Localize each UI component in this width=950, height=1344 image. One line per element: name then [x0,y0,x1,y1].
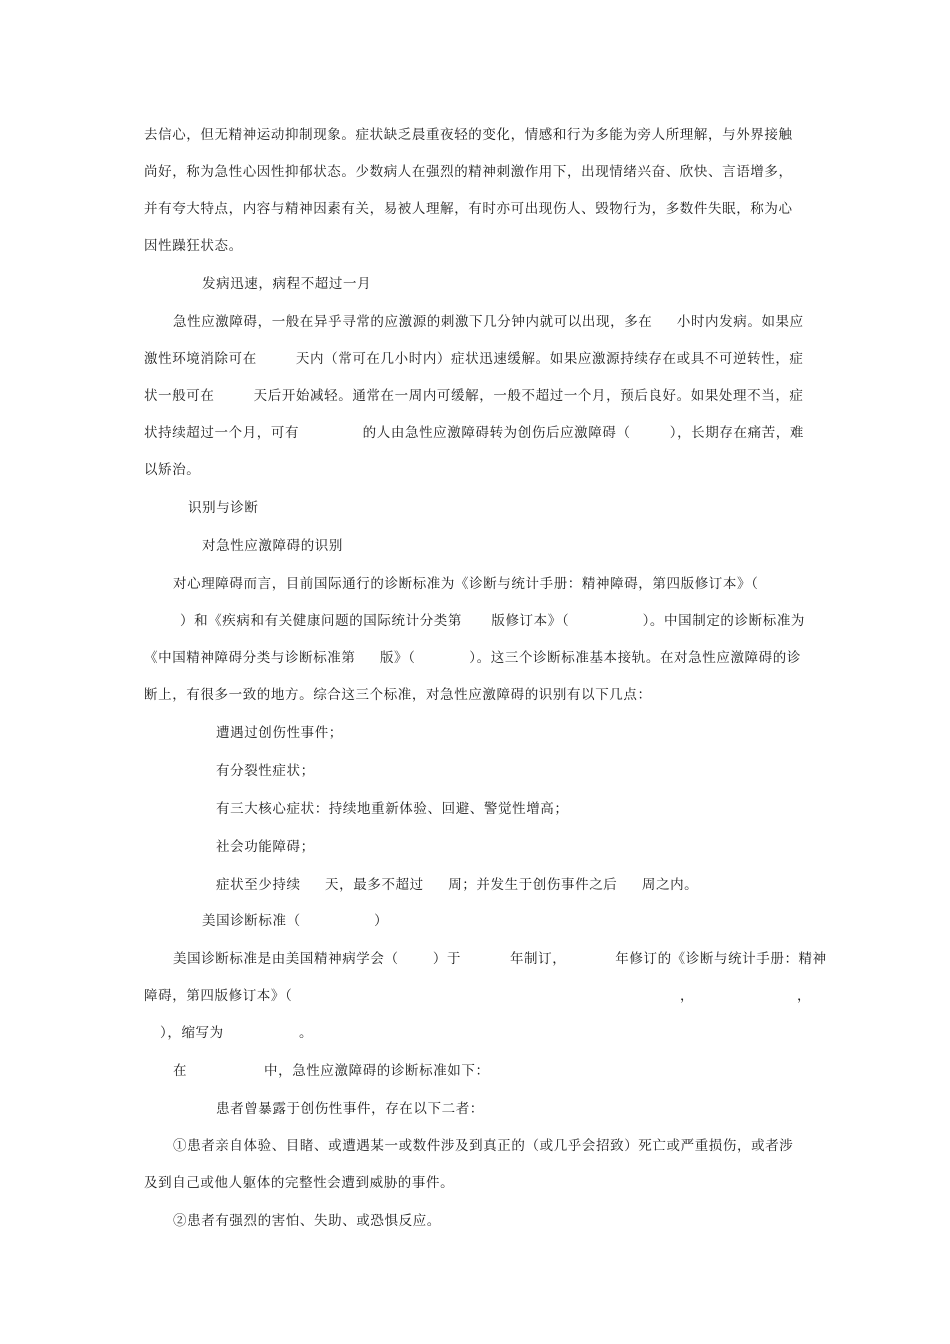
body-text-line: 状持续超过一个月，可有 的人由急性应激障碍转为创伤后应激障碍（ ），长期存在痛苦，难 [144,425,804,441]
body-text-fragment: ， [680,988,695,1004]
body-text-line: 急性应激障碍，一般在异乎寻常的应激源的刺激下几分钟内就可以出现，多在 小时内发病。如果应 [173,314,804,330]
list-item: 症状至少持续 天，最多不超过 周；并发生于创伤事件之后 周之内。 [216,877,699,893]
section-heading: 识别与诊断 [188,500,259,516]
body-text-line: 中，急性应激障碍的诊断标准如下： [264,1063,490,1079]
subsection-heading: 美国诊断标准（ ） [202,913,389,929]
list-item: 遭遇过创伤性事件； [216,725,343,741]
list-item: 有三大核心症状：持续地重新体验、回避、警觉性增高； [216,801,569,817]
criterion-heading: 患者曾暴露于创伤性事件，存在以下二者： [216,1101,484,1117]
body-text-line: 断上，有很多一致的地方。综合这三个标准，对急性应激障碍的识别有以下几点： [144,687,652,703]
subsection-heading: 对急性应激障碍的识别 [202,538,343,554]
body-text-line: 激性环境消除可在 天内（常可在几小时内）症状迅速缓解。如果应激源持续存在或具不可逆转性，症 [144,351,804,367]
body-text-line: 对心理障碍而言，目前国际通行的诊断标准为《诊断与统计手册：精神障碍，第四版修订本》（ [173,576,759,592]
body-text-line: 因性躁狂状态。 [144,238,243,254]
body-text-line: 障碍，第四版修订本》（ [144,988,293,1004]
body-text-line: 《中国精神障碍分类与诊断标准第 版》（ ）。这三个诊断标准基本接轨。在对急性应激障碍的诊 [144,650,801,666]
body-text-line: 并有夸大特点，内容与精神因素有关，易被人理解，有时亦可出现伤人、毁物行为，多数件失眠，称为心 [144,201,793,217]
body-text-line: 美国诊断标准是由美国精神病学会（ ）于 年制订， 年修订的《诊断与统计手册：精神 [173,951,827,967]
body-text-line: ）和《疾病和有关健康问题的国际统计分类第 版修订本》（ ）。中国制定的诊断标准为 [180,613,806,629]
body-text-line: 尚好，称为急性心因性抑郁状态。少数病人在强烈的精神刺激作用下，出现情绪兴奋、欣快、言语增多， [144,164,793,180]
body-text-line: ②患者有强烈的害怕、失助、或恐惧反应。 [173,1213,441,1229]
body-text-line: ），缩写为 [160,1025,224,1041]
body-text-line: 以矫治。 [144,462,201,478]
body-text-line: 及到自己或他人躯体的完整性会遭到威胁的事件。 [144,1175,455,1191]
section-heading: 发病迅速，病程不超过一月 [202,276,372,292]
body-text-line: ①患者亲自体验、目睹、或遭遇某一或数件涉及到真正的（或几乎会招致）死亡或严重损伤，或者涉 [173,1138,794,1154]
body-text-fragment: ， [797,988,812,1004]
list-item: 有分裂性症状； [216,763,315,779]
body-text-line: 状一般可在 天后开始减轻。通常在一周内可缓解，一般不超过一个月，预后良好。如果处理不当，症 [144,388,804,404]
body-text-line: 去信心，但无精神运动抑制现象。症状缺乏晨重夜轻的变化，情感和行为多能为旁人所理解，与外界接触 [144,127,793,143]
list-item: 社会功能障碍； [216,839,315,855]
body-text-fragment: 。 [299,1025,314,1041]
body-text-fragment: 在 [173,1063,188,1079]
